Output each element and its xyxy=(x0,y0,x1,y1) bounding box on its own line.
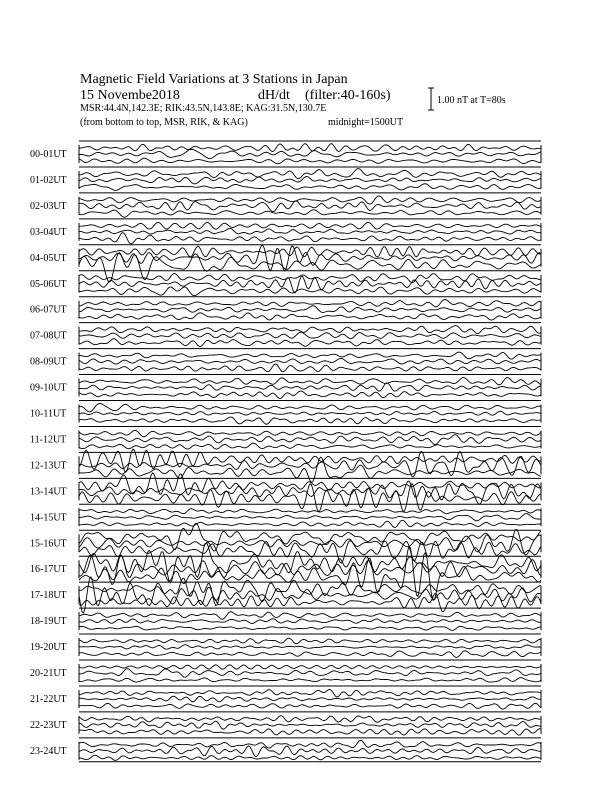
scale-bar-icon xyxy=(428,88,434,110)
stations-label: MSR:44.4N,142.3E; RIK:43.5N,143.8E; KAG:31.5N,130.7E xyxy=(80,103,327,114)
station-trace-msr xyxy=(79,612,541,620)
station-trace-rik xyxy=(79,435,541,445)
station-trace-msr xyxy=(79,665,541,669)
station-trace-msr xyxy=(79,299,541,307)
station-trace-msr xyxy=(79,144,541,152)
station-trace-rik xyxy=(79,619,541,624)
station-trace-msr xyxy=(79,430,541,437)
date-label: 15 Novembe2018 xyxy=(80,88,180,103)
station-trace-msr xyxy=(79,274,541,283)
station-trace-kag xyxy=(79,651,541,658)
station-trace-kag xyxy=(79,520,541,527)
station-trace-kag xyxy=(79,253,541,283)
station-trace-kag xyxy=(79,626,541,630)
hour-label: 08-09UT xyxy=(30,356,67,368)
hour-label: 02-03UT xyxy=(30,200,67,212)
station-trace-rik xyxy=(79,177,541,184)
station-trace-kag xyxy=(79,287,541,296)
station-trace-kag xyxy=(79,729,541,735)
station-trace-msr xyxy=(79,509,541,514)
station-trace-rik xyxy=(79,229,541,235)
hour-label: 12-13UT xyxy=(30,460,67,472)
hour-label: 03-04UT xyxy=(30,226,67,238)
station-trace-msr xyxy=(79,716,541,723)
hour-label: 17-18UT xyxy=(30,590,67,602)
hour-label: 07-08UT xyxy=(30,330,67,342)
station-trace-rik xyxy=(79,721,541,729)
station-trace-rik xyxy=(79,359,541,365)
hour-label: 06-07UT xyxy=(30,304,67,316)
hour-label: 00-01UT xyxy=(30,149,67,160)
station-trace-rik xyxy=(79,383,541,391)
station-trace-kag xyxy=(79,594,541,612)
hour-label: 13-14UT xyxy=(30,486,67,498)
hour-label: 21-22UT xyxy=(30,693,67,705)
station-trace-kag xyxy=(79,233,541,244)
station-trace-msr xyxy=(79,378,541,385)
station-trace-kag xyxy=(79,364,541,372)
station-trace-kag xyxy=(79,158,541,164)
station-order-label: (from bottom to top, MSR, RIK, & KAG) xyxy=(80,117,248,128)
station-trace-msr xyxy=(79,543,541,583)
chart-title: Magnetic Field Variations at 3 Stations in Japan xyxy=(80,72,348,87)
station-trace-rik xyxy=(79,645,541,650)
hour-label: 23-24UT xyxy=(30,745,67,757)
hour-label: 15-16UT xyxy=(30,538,67,550)
station-trace-rik xyxy=(79,514,541,521)
station-trace-msr xyxy=(79,638,541,644)
station-trace-kag xyxy=(79,703,541,709)
hour-label: 10-11UT xyxy=(30,408,67,420)
hour-label: 01-02UT xyxy=(30,174,67,186)
station-trace-rik xyxy=(79,332,541,339)
station-trace-msr xyxy=(79,404,541,412)
station-trace-rik xyxy=(79,201,541,212)
station-trace-kag xyxy=(79,391,541,399)
hour-label: 14-15UT xyxy=(30,512,67,524)
station-trace-msr xyxy=(79,689,541,697)
hour-label: 11-12UT xyxy=(30,434,67,446)
station-trace-kag xyxy=(79,678,541,682)
midnight-label: midnight=1500UT xyxy=(328,117,404,128)
station-trace-msr xyxy=(79,222,541,229)
hour-label: 04-05UT xyxy=(30,252,67,264)
hour-label: 18-19UT xyxy=(30,616,67,628)
station-trace-rik xyxy=(79,696,541,702)
station-trace-rik xyxy=(79,149,541,158)
quantity-label: dH/dt xyxy=(258,88,290,103)
station-trace-kag xyxy=(79,313,541,320)
station-trace-kag xyxy=(79,339,541,347)
hour-label: 05-06UT xyxy=(30,278,67,290)
station-trace-msr xyxy=(79,196,541,204)
filter-label: (filter:40-160s) xyxy=(305,88,391,103)
station-trace-msr xyxy=(79,740,541,748)
hour-label: 16-17UT xyxy=(30,564,67,576)
hour-label: 19-20UT xyxy=(30,642,67,654)
station-trace-msr xyxy=(79,326,541,334)
hour-label: 09-10UT xyxy=(30,382,67,394)
scale-bar-label: 1.00 nT at T=80s xyxy=(437,95,506,106)
station-trace-msr xyxy=(79,352,541,359)
hour-label: 22-23UT xyxy=(30,719,67,731)
station-trace-kag xyxy=(79,210,541,218)
station-trace-rik xyxy=(79,411,541,415)
station-trace-kag xyxy=(79,184,541,191)
station-trace-kag xyxy=(79,417,541,424)
station-trace-rik xyxy=(79,746,541,757)
station-trace-rik xyxy=(79,306,541,313)
station-trace-kag xyxy=(79,443,541,449)
station-trace-msr xyxy=(79,169,541,179)
station-trace-kag xyxy=(79,755,541,760)
station-trace-rik xyxy=(79,669,541,678)
station-trace-msr xyxy=(79,246,541,257)
hour-label: 20-21UT xyxy=(30,668,67,679)
